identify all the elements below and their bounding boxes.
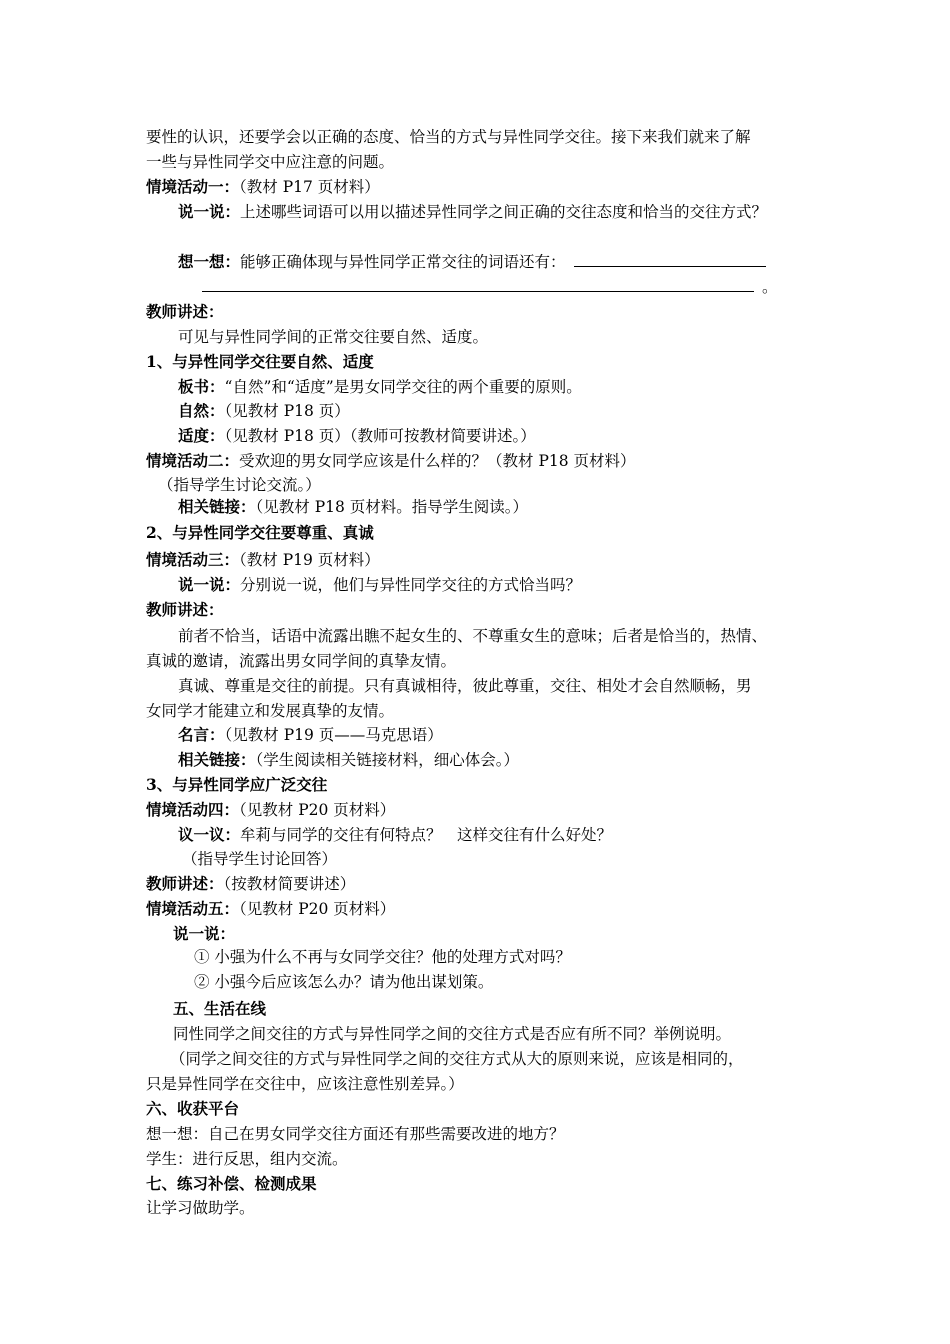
teacher2-label: 教师讲述： — [146, 600, 224, 619]
activity2-link — [178, 497, 528, 517]
activity4-text: （见教材 P20 页材料） — [239, 801, 396, 819]
activity4-line — [146, 800, 395, 820]
activity5-label: 情境活动五： — [146, 899, 240, 918]
activity3-label: 情境活动三： — [146, 550, 240, 569]
link-text: （见教材 P18 页材料。指导学生阅读。） — [255, 498, 529, 516]
part7-text: 让学习做助学。 — [146, 1199, 255, 1217]
part5-question: 同性同学之间交往的方式与异性同学之间的交往方式是否应有所不同？举例说明。 — [173, 1025, 732, 1043]
fill-in-blank-2 — [202, 277, 754, 292]
moderate-text: （见教材 P18 页）（教师可按教材简要讲述。） — [224, 427, 536, 445]
moderate-label: 适度： — [178, 426, 225, 445]
say-label: 说一说： — [178, 202, 241, 221]
say-text: 分别说一说，他们与异性同学交往的方式恰当吗？ — [240, 576, 582, 594]
activity2-line — [146, 451, 636, 471]
part5-heading: 五、生活在线 — [173, 999, 267, 1018]
intro-line-2: 一些与异性同学交中应注意的问题。 — [146, 153, 395, 171]
teacher1-text: 可见与异性同学间的正常交往要自然、适度。 — [178, 328, 489, 346]
section2-heading: 2、与异性同学交往要尊重、真诚 — [146, 523, 374, 542]
activity1-text: （教材 P17 页材料） — [239, 178, 380, 196]
activity2-text: 受欢迎的男女同学应该是什么样的？（教材 P18 页材料） — [239, 452, 636, 470]
part6-think: 想一想：自己在男女同学交往方面还有那些需要改进的地方？ — [146, 1125, 565, 1143]
teacher2-p1-line2: 真诚的邀请，流露出男女同学间的真挚友情。 — [146, 652, 457, 670]
activity4-label: 情境活动四： — [146, 800, 240, 819]
teacher1-label: 教师讲述： — [146, 302, 224, 321]
activity1-label: 情境活动一： — [146, 177, 240, 196]
say-label: 说一说： — [178, 575, 241, 594]
intro-line-1: 要性的认识，还要学会以正确的态度、恰当的方式与异性同学交往。接下来我们就来了解 — [146, 128, 751, 146]
quote-text: （见教材 P19 页——马克思语） — [224, 726, 443, 744]
think-text: 能够正确体现与异性同学正常交往的词语还有： — [240, 253, 566, 271]
end-mark: 。 — [762, 278, 778, 296]
board-line — [178, 377, 582, 397]
activity1-think — [178, 252, 766, 272]
activity3-line — [146, 550, 380, 570]
natural-line — [178, 401, 350, 421]
activity2-label: 情境活动二： — [146, 451, 240, 470]
activity1-blank-line — [178, 277, 778, 297]
part6-heading: 六、收获平台 — [146, 1099, 240, 1118]
quote-label: 名言： — [178, 725, 225, 744]
activity3-text: （教材 P19 页材料） — [239, 551, 380, 569]
link-label: 相关链接： — [178, 750, 256, 769]
part5-answer-line1: （同学之间交往的方式与异性同学之间的交往方式从大的原则来说，应该是相同的， — [170, 1050, 744, 1068]
activity5-say-label: 说一说： — [173, 924, 236, 943]
teacher2-link — [178, 750, 519, 770]
discuss-label: 议一议： — [178, 825, 241, 844]
activity4-discuss — [178, 825, 612, 845]
part7-heading: 七、练习补偿、检测成果 — [146, 1174, 317, 1193]
fill-in-blank-1 — [574, 252, 766, 267]
activity5-text: （见教材 P20 页材料） — [239, 900, 396, 918]
teacher2-p1-line1: 前者不恰当，话语中流露出瞧不起女生的、不尊重女生的意味；后者是恰当的，热情、 — [178, 627, 768, 645]
activity5-q1: ① 小强为什么不再与女同学交往？他的处理方式对吗？ — [194, 948, 571, 966]
part5-answer-line2: 只是异性同学在交往中，应该注意性别差异。） — [146, 1075, 464, 1093]
moderate-line — [178, 426, 536, 446]
activity2-guide: （指导学生讨论交流。） — [158, 476, 321, 494]
teacher3-text: （按教材简要讲述） — [223, 875, 356, 893]
say-text: 上述哪些词语可以用以描述异性同学之间正确的交往态度和恰当的交往方式？ — [240, 203, 768, 221]
natural-text: （见教材 P18 页） — [224, 402, 350, 420]
natural-label: 自然： — [178, 401, 225, 420]
activity5-q2: ② 小强今后应该怎么办？请为他出谋划策。 — [194, 973, 494, 991]
think-label: 想一想： — [178, 252, 241, 271]
activity5-line — [146, 899, 395, 919]
activity1-say — [178, 202, 767, 222]
activity1-line — [146, 177, 380, 197]
quote-line — [178, 725, 443, 745]
board-label: 板书： — [178, 377, 225, 396]
section1-heading: 1、与异性同学交往要自然、适度 — [146, 352, 374, 371]
discuss-text: 牟莉与同学的交往有何特点？ 这样交往有什么好处？ — [240, 826, 613, 844]
link-text: （学生阅读相关链接材料，细心体会。） — [255, 751, 520, 769]
teacher2-p2-line1: 真诚、尊重是交往的前提。只有真诚相待，彼此尊重，交往、相处才会自然顺畅，男 — [178, 677, 752, 695]
activity3-say — [178, 575, 581, 595]
teacher3-line — [146, 874, 355, 894]
board-text: “自然”和“适度”是男女同学交往的两个重要的原则。 — [224, 378, 582, 396]
link-label: 相关链接： — [178, 497, 256, 516]
section3-heading: 3、与异性同学应广泛交往 — [146, 775, 328, 794]
part6-student: 学生：进行反思，组内交流。 — [146, 1150, 348, 1168]
activity4-guide: （指导学生讨论回答） — [182, 850, 338, 868]
teacher3-label: 教师讲述： — [146, 874, 224, 893]
teacher2-p2-line2: 女同学才能建立和发展真挚的友情。 — [146, 702, 395, 720]
